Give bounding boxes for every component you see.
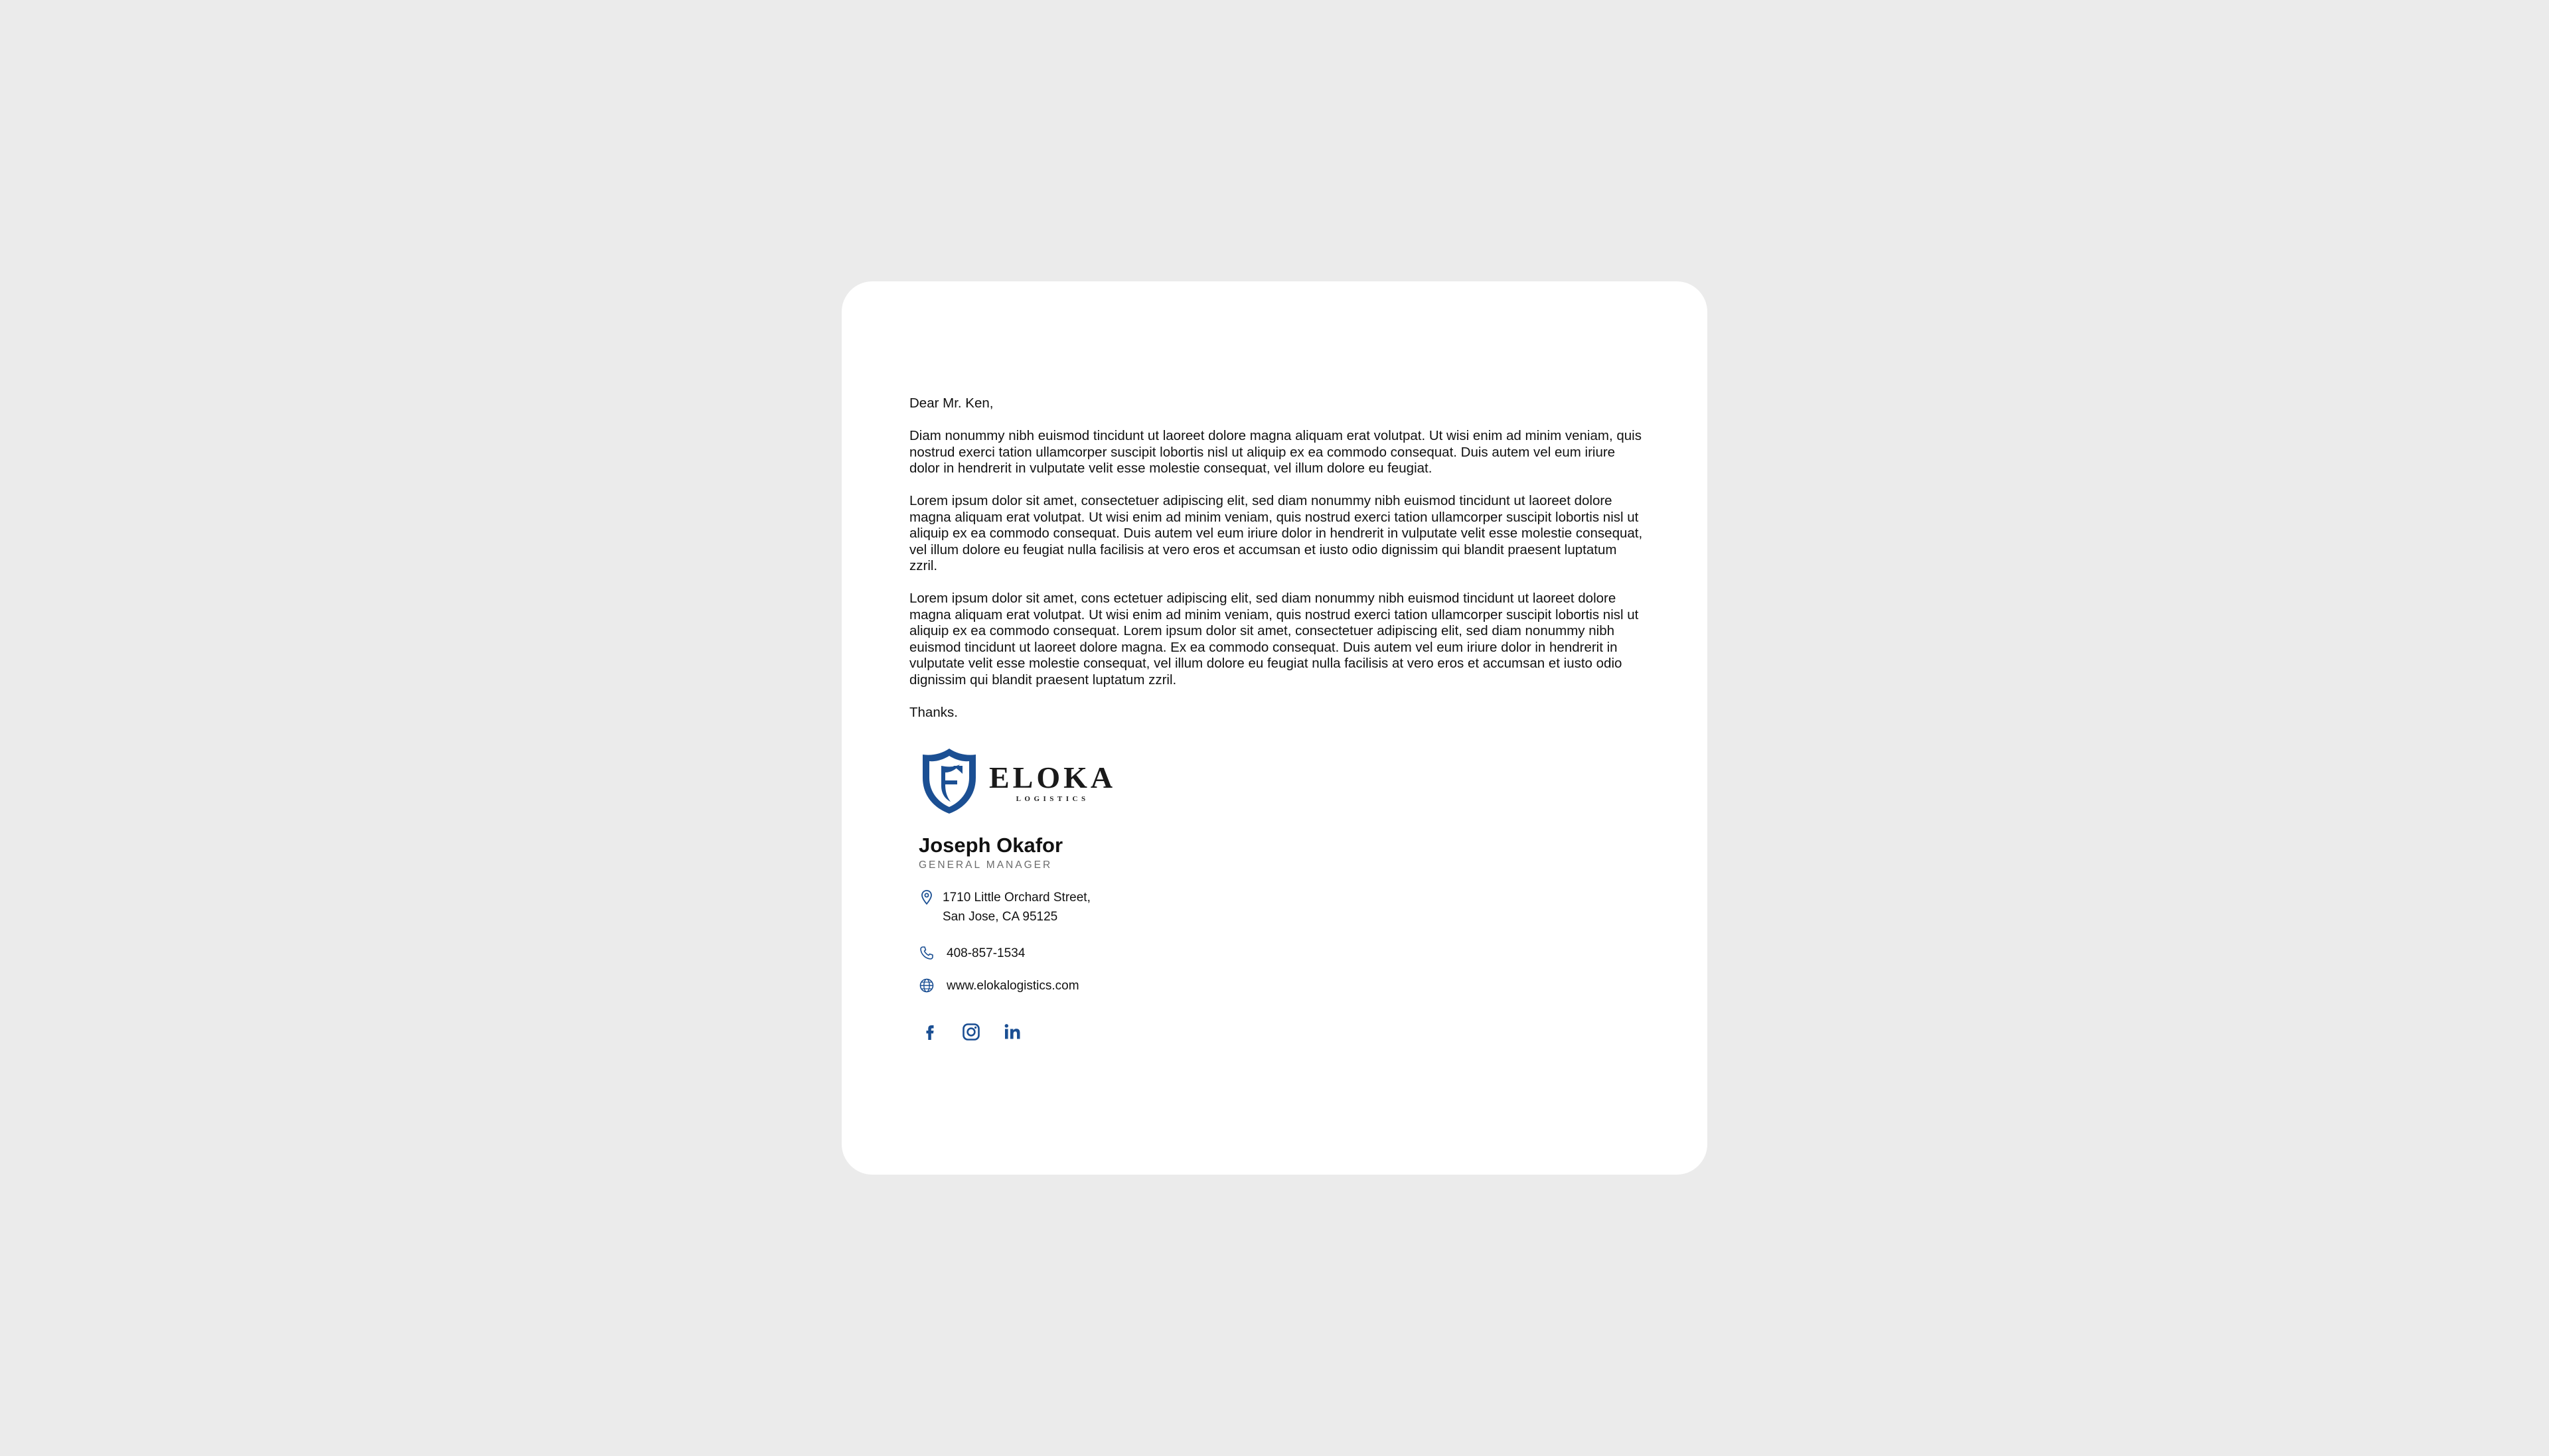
website-link[interactable]: www.elokalogistics.com bbox=[947, 979, 1079, 993]
logo-name: ELOKA bbox=[989, 761, 1117, 794]
map-pin-icon bbox=[919, 889, 935, 905]
logo-tagline: LOGISTICS bbox=[1016, 795, 1089, 803]
shield-logo-icon bbox=[919, 746, 980, 816]
address-row bbox=[919, 888, 1640, 926]
company-logo bbox=[919, 746, 1640, 816]
address-text bbox=[943, 888, 1091, 926]
letter-closing: Thanks. bbox=[909, 704, 958, 720]
letter-paragraph-1: Diam nonummy nibh euismod tincidunt ut laoreet dolore magna aliquam erat volutpat. Ut wisi enim ad minim veniam, quis nostrud exerci tation ullamcorper suscipit lobortis nisl ut aliquip ex ea commodo consequat. Duis autem vel eum iriure dolor in hendrerit in vulputate velit esse molestie consequat, vel illum dolore eu feugiat. bbox=[909, 428, 1642, 476]
letter-paragraph-3: Lorem ipsum dolor sit amet, cons ectetuer adipiscing elit, sed diam nonummy nibh euismod tincidunt ut laoreet dolore magna aliquam erat volutpat. Ut wisi enim ad minim veniam, quis nostrud exerci tation ullamcorper suscipit lobortis nisl ut aliquip ex ea commodo consequat. Lorem ipsum dolor sit amet, consectetuer adipiscing elit, sed diam nonummy nibh euismod tincidunt ut laoreet dolore magna. Ex ea commodo consequat. Duis autem vel eum iriure dolor in hendrerit in vulputate velit esse molestie consequat, vel illum dolore eu feugiat nulla facilisis at vero eros et accumsan et iusto odio dignissim qui blandit praesent luptatum zzril. bbox=[909, 591, 1639, 688]
website-row[interactable] bbox=[919, 976, 1640, 995]
phone-row[interactable] bbox=[919, 944, 1640, 963]
facebook-icon[interactable] bbox=[919, 1021, 941, 1043]
email-card bbox=[842, 281, 1707, 1175]
logo-wordmark bbox=[989, 763, 1116, 804]
linkedin-icon[interactable] bbox=[1001, 1021, 1024, 1043]
phone-number[interactable]: 408-857-1534 bbox=[947, 946, 1026, 960]
email-signature bbox=[919, 746, 1640, 1043]
globe-icon bbox=[919, 978, 935, 993]
letter-paragraph-2: Lorem ipsum dolor sit amet, consectetuer adipiscing elit, sed diam nonummy nibh euismod tincidunt ut laoreet dolore magna aliquam erat volutpat. Ut wisi enim ad minim veniam, quis nostrud exerci tation ullamcorper suscipit lobortis nisl ut aliquip ex ea commodo consequat. Duis autem vel eum iriure dolor in hendrerit in vulputate velit esse molestie consequat, vel illum dolore eu feugiat nulla facilisis at vero eros et accumsan et iusto odio dignissim qui blandit praesent luptatum zzril. bbox=[909, 493, 1643, 573]
phone-icon bbox=[919, 945, 935, 961]
signature-title: GENERAL MANAGER bbox=[919, 859, 1053, 871]
letter-greeting: Dear Mr. Ken, bbox=[909, 396, 994, 411]
social-links bbox=[919, 1021, 1640, 1043]
instagram-icon[interactable] bbox=[960, 1021, 982, 1043]
address-line-2: San Jose, CA 95125 bbox=[943, 910, 1058, 924]
signature-name: Joseph Okafor bbox=[919, 834, 1063, 857]
address-line-1: 1710 Little Orchard Street, bbox=[943, 891, 1091, 905]
